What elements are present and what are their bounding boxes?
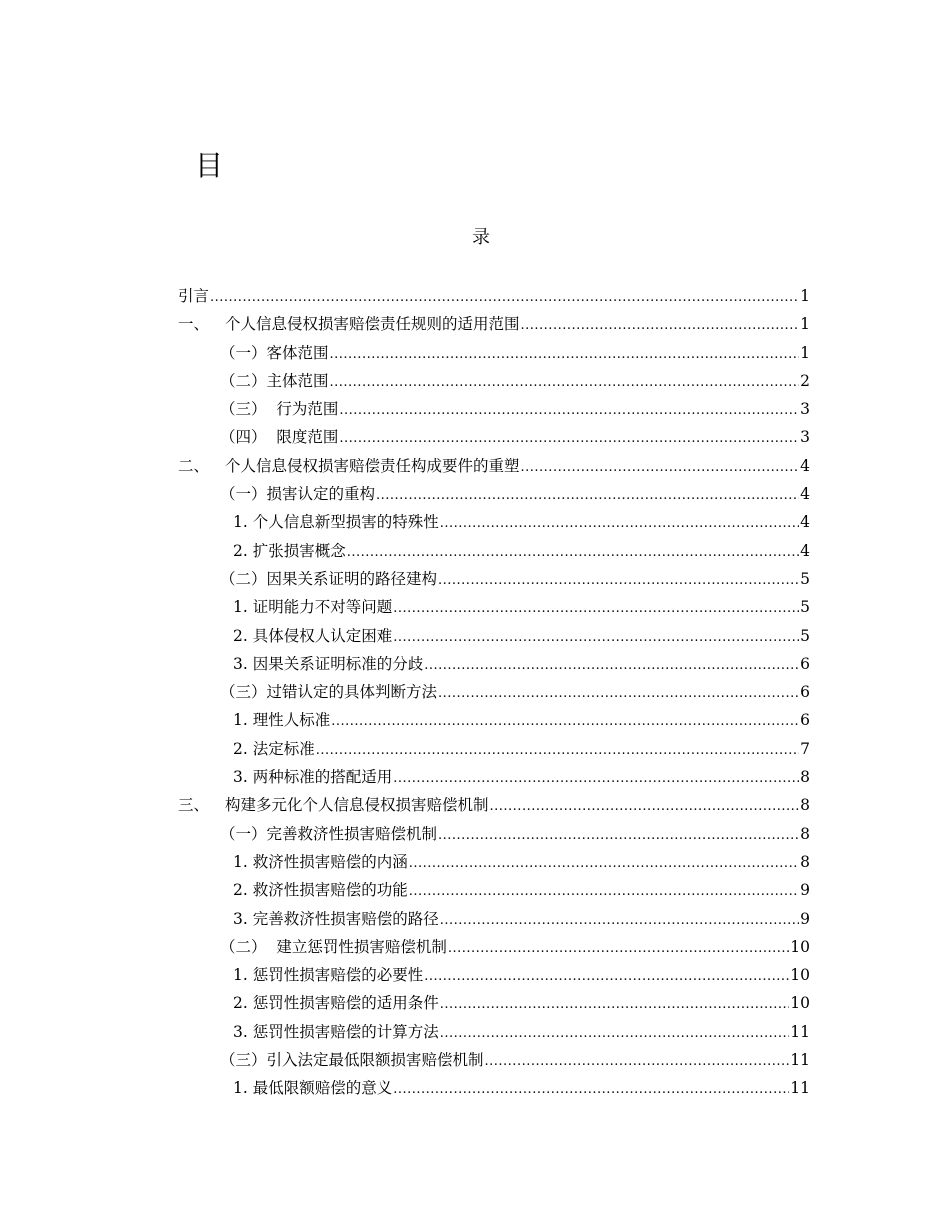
toc-entry[interactable] [178,397,810,425]
toc-dot-leader [440,997,790,1012]
toc-page-number: 6 [800,683,810,702]
toc-entry[interactable] [178,652,810,680]
toc-entry-title: 2. 扩张损害概念 [233,541,346,560]
toc-entry[interactable] [178,935,810,963]
toc-entry-title: （一）客体范围 [220,343,329,362]
toc-entry[interactable] [178,284,810,312]
toc-page-number: 10 [790,937,810,956]
toc-dot-leader [393,771,799,786]
toc-entry[interactable] [178,1020,810,1048]
toc-dot-leader [438,573,799,588]
toc-page-number: 8 [800,852,810,871]
toc-entry[interactable] [178,539,810,567]
toc-page-number: 5 [800,569,810,588]
toc-dot-leader [347,545,799,560]
toc-entry[interactable] [178,680,810,708]
toc-page-number: 5 [800,598,810,617]
toc-page-number: 6 [800,711,810,730]
toc-entry-title: （二） 建立惩罚性损害赔偿机制 [220,937,447,956]
toc-entry-title: 1. 证明能力不对等问题 [233,598,393,617]
toc-dot-leader [424,969,789,984]
table-of-contents [178,284,810,1105]
toc-page-number: 8 [800,768,810,787]
toc-entry-title: 1. 理性人标准 [233,711,331,730]
toc-entry-title: 2. 法定标准 [233,739,315,758]
toc-entry[interactable] [178,482,810,510]
toc-entry[interactable] [178,850,810,878]
toc-page-number: 4 [800,513,810,532]
toc-dot-leader [424,658,799,673]
toc-dot-leader [448,941,789,956]
toc-entry[interactable] [178,312,810,340]
toc-entry[interactable] [178,624,810,652]
toc-page-number: 1 [800,343,810,362]
toc-entry-title: 3. 两种标准的搭配适用 [233,768,393,787]
toc-dot-leader [339,403,799,418]
toc-dot-leader [376,488,799,503]
toc-entry-title: （一）损害认定的重构 [220,485,376,504]
toc-dot-leader [409,884,799,899]
toc-dot-leader [440,1026,790,1041]
toc-entry[interactable] [178,963,810,991]
toc-page-number: 4 [800,485,810,504]
toc-dot-leader [438,686,799,701]
toc-page-number: 10 [790,994,810,1013]
toc-entry[interactable] [178,765,810,793]
toc-entry-title: 2. 救济性损害赔偿的功能 [233,881,408,900]
toc-dot-leader [316,743,799,758]
toc-entry-number: 二、 [178,456,210,475]
toc-entry-title: （二）因果关系证明的路径建构 [220,569,438,588]
toc-page-number: 1 [800,315,810,334]
toc-entry[interactable] [178,567,810,595]
toc-page-number: 3 [800,428,810,447]
toc-page-number: 10 [790,966,810,985]
toc-page-number: 8 [800,824,810,843]
toc-entry-title: （三） 行为范围 [220,400,339,419]
toc-entry[interactable] [178,341,810,369]
toc-entry[interactable] [178,708,810,736]
toc-page-number: 3 [800,400,810,419]
toc-page-number: 1 [800,287,810,305]
toc-page-number: 6 [800,654,810,673]
toc-entry-title: 2. 具体侵权人认定困难 [233,626,393,645]
toc-title-char-2: 录 [472,227,490,248]
toc-entry-title: 个人信息侵权损害赔偿责任规则的适用范围 [225,315,520,334]
toc-entry-number: 一、 [178,315,210,334]
toc-entry[interactable] [178,1076,810,1104]
toc-dot-leader [331,714,799,729]
toc-page-number: 4 [800,541,810,560]
toc-dot-leader [490,799,800,814]
toc-page-number: 11 [790,1022,810,1041]
toc-page-number: 7 [800,739,810,758]
toc-page-number: 4 [800,456,810,475]
toc-entry[interactable] [178,595,810,623]
toc-dot-leader [409,856,799,871]
toc-entry-title: 个人信息侵权损害赔偿责任构成要件的重塑 [225,456,520,475]
toc-entry-title: 3. 完善救济性损害赔偿的路径 [233,909,439,928]
toc-entry-title: （四） 限度范围 [220,428,339,447]
toc-dot-leader [393,1082,789,1097]
toc-dot-leader [521,460,800,475]
toc-title-char-1: 目 [195,149,224,182]
toc-page-number: 11 [790,1051,810,1070]
toc-entry-title: 2. 惩罚性损害赔偿的适用条件 [233,994,439,1013]
toc-entry[interactable] [178,454,810,482]
toc-entry-title: （二）主体范围 [220,371,329,390]
toc-page-number: 8 [800,796,810,815]
toc-dot-leader [485,1054,790,1069]
toc-entry-title: 3. 惩罚性损害赔偿的计算方法 [233,1022,439,1041]
toc-dot-leader [330,347,800,362]
toc-entry[interactable] [178,425,810,453]
toc-entry-title: 1. 最低限额赔偿的意义 [233,1079,393,1098]
toc-entry[interactable] [178,878,810,906]
toc-dot-leader [330,375,800,390]
toc-page-number: 2 [800,371,810,390]
toc-entry[interactable] [178,793,810,821]
toc-page-number: 9 [800,881,810,900]
toc-page-number: 5 [800,626,810,645]
toc-entry-title: （三）引入法定最低限额损害赔偿机制 [220,1051,484,1070]
toc-page-number: 11 [790,1079,810,1098]
toc-entry-title: （三）过错认定的具体判断方法 [220,683,438,702]
toc-dot-leader [393,601,799,616]
toc-dot-leader [521,318,800,333]
toc-entry-number: 三、 [178,796,210,815]
toc-entry-title: 1. 个人信息新型损害的特殊性 [233,513,439,532]
toc-entry-title: 3. 因果关系证明标准的分歧 [233,654,424,673]
toc-entry[interactable] [178,822,810,850]
toc-entry-title: （一）完善救济性损害赔偿机制 [220,824,438,843]
toc-dot-leader [210,290,799,305]
toc-entry-title: 1. 救济性损害赔偿的内涵 [233,852,408,871]
toc-entry-title: 1. 惩罚性损害赔偿的必要性 [233,966,424,985]
toc-entry[interactable] [178,907,810,935]
toc-dot-leader [438,828,799,843]
toc-page-number: 9 [800,909,810,928]
toc-entry[interactable] [178,737,810,765]
toc-dot-leader [440,913,799,928]
toc-entry[interactable] [178,991,810,1019]
toc-entry[interactable] [178,369,810,397]
toc-entry[interactable] [178,510,810,538]
toc-entry-title: 构建多元化个人信息侵权损害赔偿机制 [225,796,489,815]
toc-entry[interactable] [178,1048,810,1076]
toc-dot-leader [339,431,799,446]
toc-entry-title: 引言 [178,287,210,305]
toc-dot-leader [393,630,799,645]
toc-dot-leader [440,516,799,531]
